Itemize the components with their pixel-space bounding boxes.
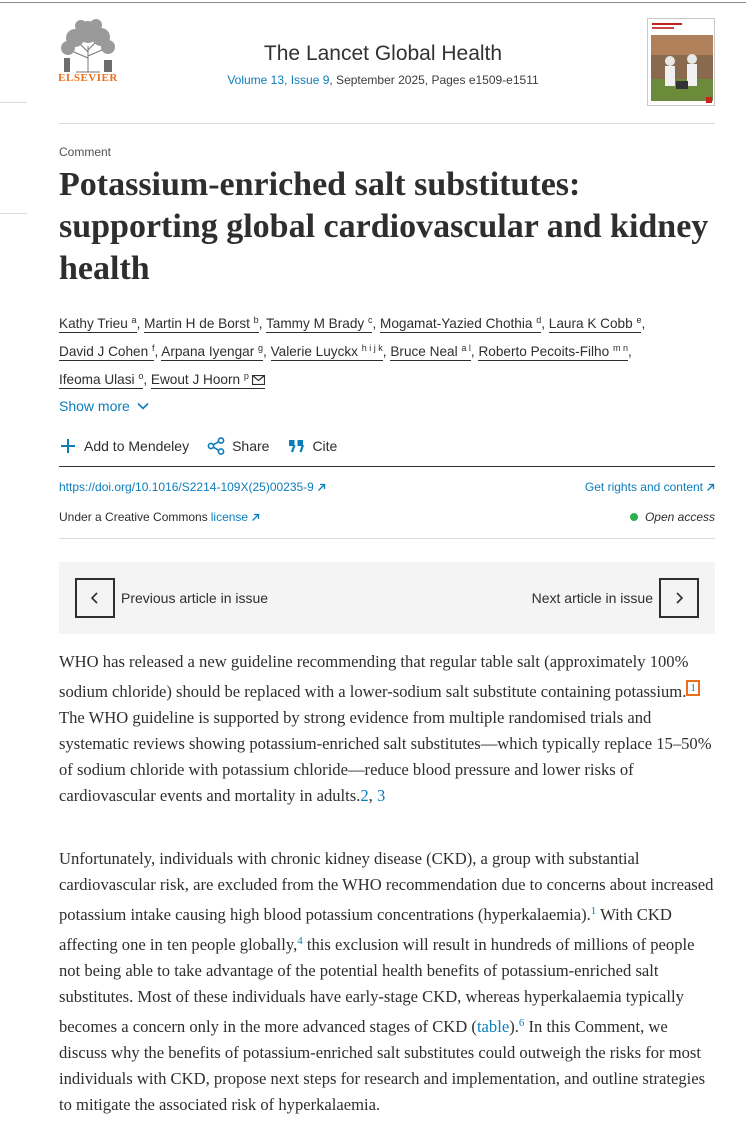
side-divider (0, 102, 27, 103)
top-border (0, 2, 746, 3)
table-link[interactable]: table (476, 1017, 510, 1036)
open-access-dot-icon (630, 513, 638, 521)
author-link[interactable]: Roberto Pecoits-Filho $^{m n}$ (478, 343, 628, 359)
rights-link[interactable]: Get rights and content (585, 480, 715, 494)
chevron-right-icon (672, 591, 686, 605)
add-to-mendeley-button[interactable]: Add to Mendeley (59, 437, 189, 455)
cover-photo-icon (648, 19, 715, 106)
author-list: Kathy Trieu $^a$, Martin H de Borst $^b$, Tammy M Brady $^c$, Mogamat-Yazied Chothia $^d$, Laura K Cobb $^e$, David J Cohen $^f$, Arpana Iyengar $^g$, Valerie Luyckx $^{h i j k}$, Bruce Neal $^{a l}$, Roberto Pecoits-Filho $^{m n}$, Ifeoma Ulasi $^o$, Ewout J Hoorn $^p$ (59, 315, 646, 387)
share-icon (207, 437, 225, 455)
external-link-icon (317, 483, 326, 492)
open-access-badge: Open access (630, 510, 715, 524)
author-link[interactable]: Ewout J Hoorn $^p$ (151, 372, 265, 389)
reference-link[interactable]: 3 (376, 786, 386, 805)
actions-divider (59, 466, 715, 467)
author-link[interactable]: Arpana Iyengar $^g$ (161, 343, 264, 359)
publisher-name: ELSEVIER (58, 72, 118, 84)
email-icon (252, 375, 265, 385)
external-link-icon (706, 483, 715, 492)
reference-link[interactable]: 2 (360, 786, 369, 805)
article-actions (59, 437, 355, 455)
body-paragraph: WHO has released a new guideline recommending that regular table salt (approximately 100% sodium chloride) should be replaced with a lower-sodium salt substitute containing potassium. $^1$ The WHO guideline is supported by strong evidence from multiple randomised trials and systematic reviews showing potassium-enriched salt substitutes—which typically replace 15–50% of sodium chloride with potassium chloride—reduce blood pressure and lower risks of cardiovascular events and mortality in adults.2, 3 (59, 652, 712, 805)
next-article-button[interactable] (659, 578, 699, 618)
author-link[interactable]: Martin H de Borst $^b$ (144, 315, 259, 331)
author-link[interactable]: Valerie Luyckx $^{h i j k}$ (270, 343, 383, 359)
author-link[interactable]: Ifeoma Ulasi $^o$ (59, 371, 144, 387)
share-button[interactable]: Share (207, 437, 269, 455)
article-title: Potassium-enriched salt substitutes: supporting global cardiovascular and kidney health (59, 166, 709, 287)
issue-details: , September 2025, Pages e1509-e1511 (329, 73, 539, 87)
author-link[interactable]: Mogamat-Yazied Chothia $^d$ (380, 315, 542, 331)
cite-button[interactable]: Cite (287, 437, 337, 455)
journal-title[interactable]: The Lancet Global Health (263, 42, 503, 65)
chevron-left-icon (88, 591, 102, 605)
external-link-icon (251, 513, 260, 522)
reference-link[interactable]: 4 (297, 935, 303, 947)
author-link[interactable]: Kathy Trieu $^a$ (59, 315, 137, 331)
next-article-link[interactable]: Next article in issue (531, 590, 653, 606)
show-more-button[interactable]: Show more (59, 398, 150, 414)
reference-link[interactable]: 6 (518, 1017, 525, 1029)
author-link[interactable]: David J Cohen $^f$ (59, 343, 155, 359)
previous-article-button[interactable] (75, 578, 115, 618)
quote-icon (287, 437, 305, 455)
reference-link[interactable]: 1 (686, 680, 700, 696)
author-link[interactable]: Tammy M Brady $^c$ (266, 315, 373, 331)
elsevier-tree-icon (56, 18, 120, 74)
header-divider (59, 123, 715, 124)
issue-navigation (59, 562, 715, 634)
previous-article-link[interactable]: Previous article in issue (121, 590, 269, 606)
issue-info (170, 73, 596, 87)
meta-divider (59, 538, 715, 539)
author-link[interactable]: Laura K Cobb $^e$ (548, 315, 642, 331)
reference-link[interactable]: 1 (590, 905, 597, 917)
doi-link[interactable]: https://doi.org/10.1016/S2214-109X(25)00235-9 (59, 480, 326, 494)
article-type-label: Comment (59, 145, 112, 159)
license-link[interactable]: license (210, 510, 249, 524)
author-link[interactable]: Bruce Neal $^{a l}$ (390, 343, 471, 359)
chevron-down-icon (136, 399, 150, 413)
body-paragraph: Unfortunately, individuals with chronic kidney disease (CKD), a group with substantial cardiovascular risk, are excluded from the WHO recommendation due to concerns about increased potassium intake causing high blood potassium concentrations (hyperkalaemia).$^1$ With CKD affecting one in ten people globally,$^4$ this exclusion will result in hundreds of millions of people not being able to take advantage of the potential health benefits of potassium-enriched salt substitutes. Most of these individuals have early-stage CKD, whereas hyperkalaemia typically becomes a concern only in the more advanced stages of CKD (table).$^6$ In this Comment, we discuss why the benefits of potassium-enriched salt substitutes could outweigh the risks for most individuals with CKD, propose next steps for research and implementation, and outline strategies to mitigate the associated risk of hyperkalaemia. (59, 849, 714, 1114)
license-info: Under a Creative Commons license (59, 510, 260, 524)
plus-icon (59, 437, 77, 455)
journal-cover-image[interactable] (647, 18, 715, 106)
issue-link[interactable]: Volume 13, Issue 9 (227, 73, 330, 87)
side-divider (0, 213, 27, 214)
